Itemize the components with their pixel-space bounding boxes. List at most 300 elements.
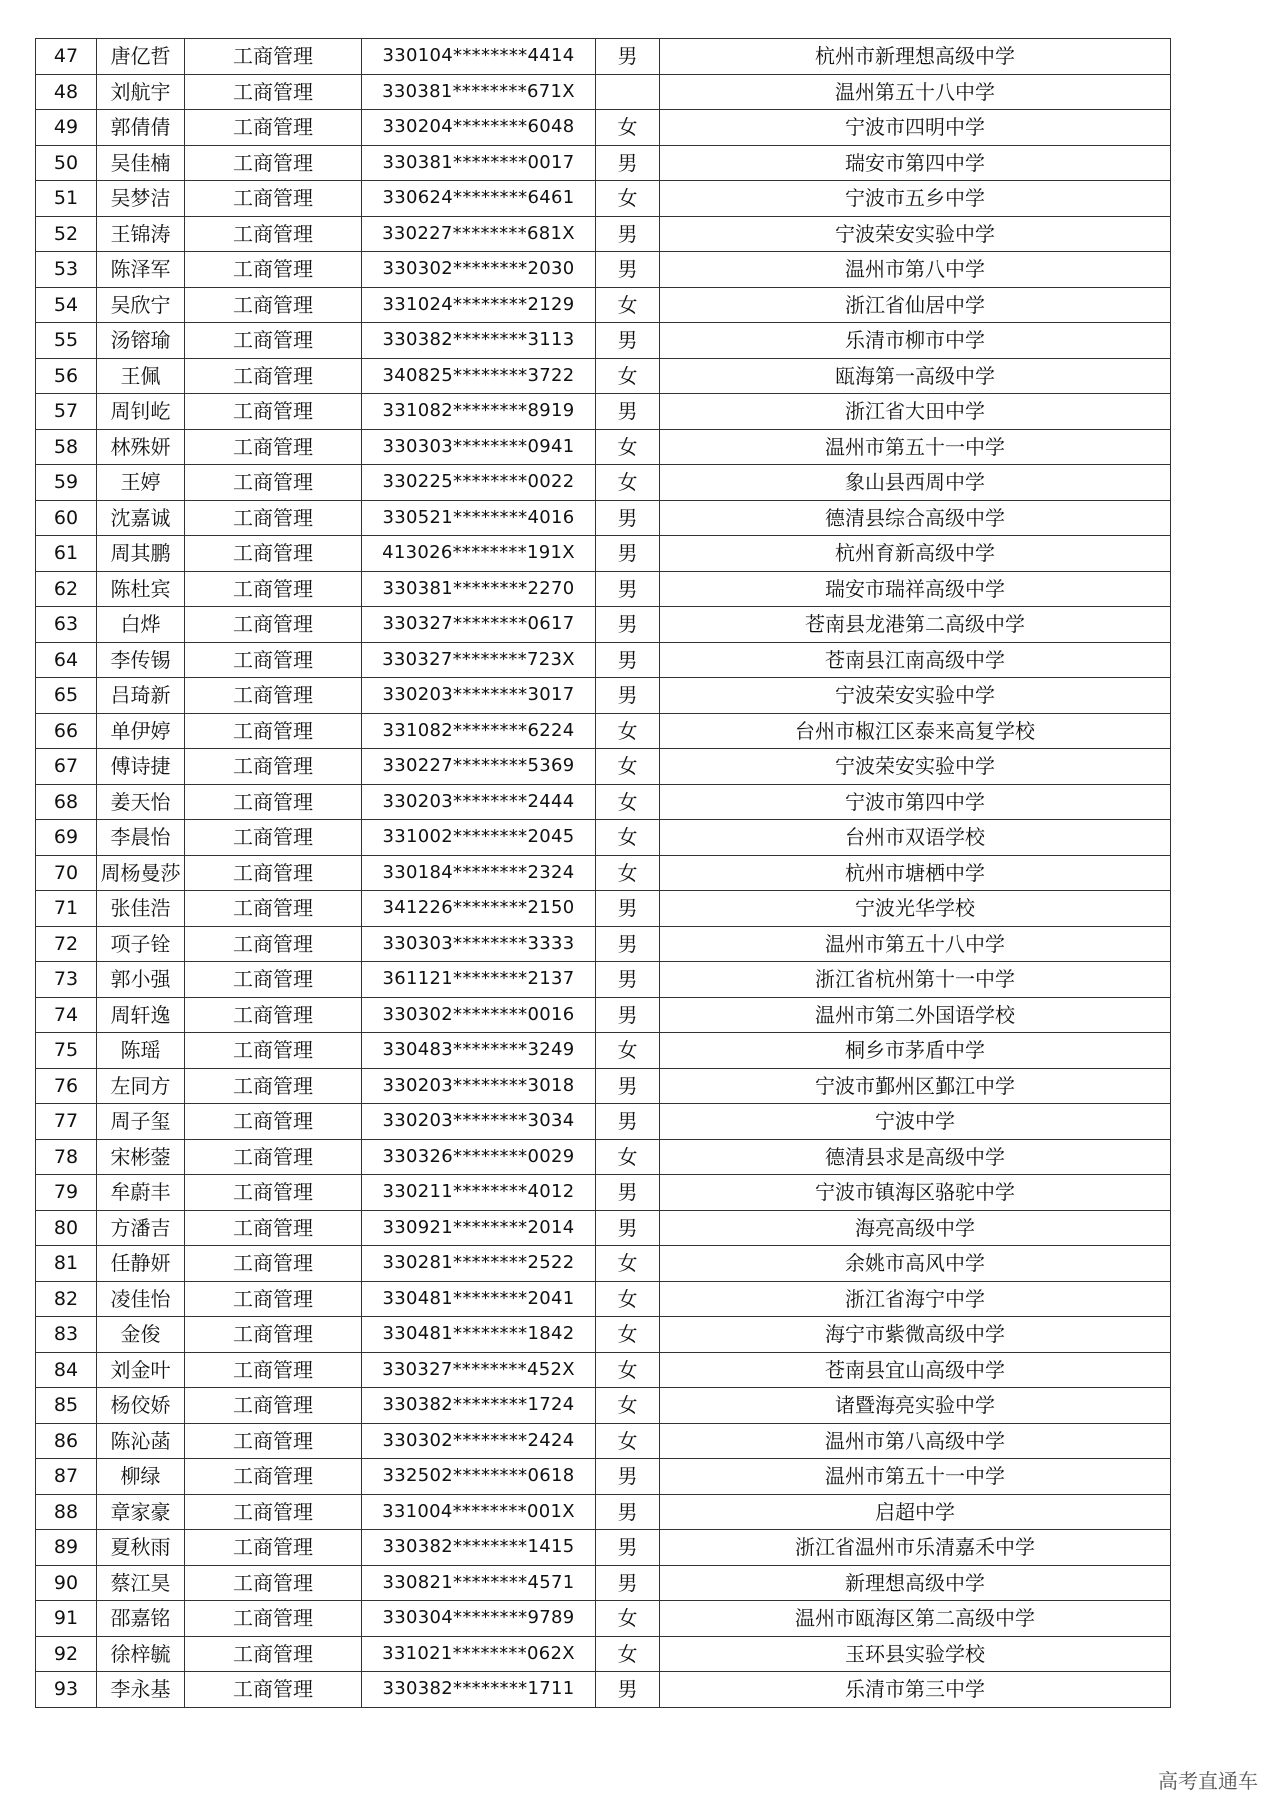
table-row <box>36 1530 1171 1566</box>
cell-index: 75 <box>36 1033 97 1069</box>
cell-school: 瓯海第一高级中学 <box>660 358 1171 394</box>
cell-school: 杭州育新高级中学 <box>660 536 1171 572</box>
cell-id-number: 331004********001X <box>362 1494 596 1530</box>
cell-index: 82 <box>36 1281 97 1317</box>
cell-index: 80 <box>36 1210 97 1246</box>
cell-gender: 男 <box>596 607 660 643</box>
cell-name: 姜天怡 <box>97 784 185 820</box>
cell-school: 台州市双语学校 <box>660 820 1171 856</box>
cell-major: 工商管理 <box>185 252 362 288</box>
cell-gender: 女 <box>596 429 660 465</box>
table-row <box>36 358 1171 394</box>
cell-index: 48 <box>36 74 97 110</box>
cell-school: 温州市第五十一中学 <box>660 1459 1171 1495</box>
cell-id-number: 330382********1415 <box>362 1530 596 1566</box>
cell-name: 金俊 <box>97 1317 185 1353</box>
cell-index: 61 <box>36 536 97 572</box>
cell-major: 工商管理 <box>185 642 362 678</box>
cell-school: 浙江省大田中学 <box>660 394 1171 430</box>
cell-gender: 女 <box>596 855 660 891</box>
cell-major: 工商管理 <box>185 216 362 252</box>
cell-index: 67 <box>36 749 97 785</box>
cell-index: 57 <box>36 394 97 430</box>
cell-major: 工商管理 <box>185 855 362 891</box>
cell-id-number: 331024********2129 <box>362 287 596 323</box>
cell-name: 杨佼娇 <box>97 1388 185 1424</box>
cell-index: 62 <box>36 571 97 607</box>
cell-name: 李晨怡 <box>97 820 185 856</box>
cell-id-number: 330302********0016 <box>362 997 596 1033</box>
cell-major: 工商管理 <box>185 145 362 181</box>
cell-school: 浙江省温州市乐清嘉禾中学 <box>660 1530 1171 1566</box>
cell-school: 桐乡市茅盾中学 <box>660 1033 1171 1069</box>
cell-school: 海宁市紫微高级中学 <box>660 1317 1171 1353</box>
cell-major: 工商管理 <box>185 1601 362 1637</box>
table-row <box>36 784 1171 820</box>
table-row <box>36 997 1171 1033</box>
cell-school: 宁波市第四中学 <box>660 784 1171 820</box>
cell-id-number: 330481********1842 <box>362 1317 596 1353</box>
cell-name: 宋彬蓥 <box>97 1139 185 1175</box>
cell-major: 工商管理 <box>185 1352 362 1388</box>
cell-index: 68 <box>36 784 97 820</box>
cell-name: 吴梦洁 <box>97 181 185 217</box>
cell-index: 65 <box>36 678 97 714</box>
cell-index: 83 <box>36 1317 97 1353</box>
cell-id-number: 330381********2270 <box>362 571 596 607</box>
cell-school: 温州市第五十八中学 <box>660 926 1171 962</box>
cell-school: 宁波市镇海区骆驼中学 <box>660 1175 1171 1211</box>
cell-id-number: 340825********3722 <box>362 358 596 394</box>
cell-index: 91 <box>36 1601 97 1637</box>
table-row <box>36 1210 1171 1246</box>
cell-gender: 女 <box>596 1139 660 1175</box>
cell-index: 85 <box>36 1388 97 1424</box>
cell-gender: 男 <box>596 1530 660 1566</box>
cell-index: 53 <box>36 252 97 288</box>
table-row <box>36 1459 1171 1495</box>
cell-id-number: 330521********4016 <box>362 500 596 536</box>
cell-gender: 男 <box>596 1459 660 1495</box>
cell-index: 90 <box>36 1565 97 1601</box>
cell-gender: 女 <box>596 749 660 785</box>
cell-id-number: 330225********0022 <box>362 465 596 501</box>
cell-index: 70 <box>36 855 97 891</box>
cell-name: 吴佳楠 <box>97 145 185 181</box>
cell-gender: 女 <box>596 1423 660 1459</box>
cell-id-number: 330381********0017 <box>362 145 596 181</box>
table-row <box>36 1104 1171 1140</box>
cell-school: 玉环县实验学校 <box>660 1636 1171 1672</box>
cell-index: 71 <box>36 891 97 927</box>
cell-school: 温州市第八中学 <box>660 252 1171 288</box>
table-row <box>36 1033 1171 1069</box>
cell-name: 章家豪 <box>97 1494 185 1530</box>
cell-id-number: 330203********3018 <box>362 1068 596 1104</box>
cell-school: 诸暨海亮实验中学 <box>660 1388 1171 1424</box>
cell-name: 左同方 <box>97 1068 185 1104</box>
cell-gender: 男 <box>596 394 660 430</box>
cell-school: 温州市第八高级中学 <box>660 1423 1171 1459</box>
cell-index: 72 <box>36 926 97 962</box>
cell-school: 温州第五十八中学 <box>660 74 1171 110</box>
cell-gender: 男 <box>596 926 660 962</box>
cell-id-number: 330382********3113 <box>362 323 596 359</box>
cell-index: 66 <box>36 713 97 749</box>
cell-name: 吕琦新 <box>97 678 185 714</box>
cell-id-number: 331082********6224 <box>362 713 596 749</box>
cell-gender: 女 <box>596 287 660 323</box>
cell-major: 工商管理 <box>185 926 362 962</box>
cell-name: 白烨 <box>97 607 185 643</box>
cell-school: 浙江省杭州第十一中学 <box>660 962 1171 998</box>
table-row <box>36 962 1171 998</box>
cell-name: 王婷 <box>97 465 185 501</box>
cell-gender: 男 <box>596 216 660 252</box>
table-row <box>36 252 1171 288</box>
cell-name: 周轩逸 <box>97 997 185 1033</box>
cell-name: 蔡江昊 <box>97 1565 185 1601</box>
cell-index: 54 <box>36 287 97 323</box>
cell-id-number: 330203********2444 <box>362 784 596 820</box>
cell-gender: 女 <box>596 784 660 820</box>
cell-name: 陈瑶 <box>97 1033 185 1069</box>
cell-major: 工商管理 <box>185 323 362 359</box>
cell-gender: 男 <box>596 1672 660 1708</box>
cell-id-number: 330483********3249 <box>362 1033 596 1069</box>
cell-id-number: 330227********681X <box>362 216 596 252</box>
table-row <box>36 1317 1171 1353</box>
cell-name: 郭小强 <box>97 962 185 998</box>
cell-school: 新理想高级中学 <box>660 1565 1171 1601</box>
cell-name: 凌佳怡 <box>97 1281 185 1317</box>
cell-index: 93 <box>36 1672 97 1708</box>
cell-major: 工商管理 <box>185 784 362 820</box>
cell-school: 乐清市柳市中学 <box>660 323 1171 359</box>
cell-name: 刘金叶 <box>97 1352 185 1388</box>
table-row <box>36 1139 1171 1175</box>
cell-id-number: 330303********3333 <box>362 926 596 962</box>
table-row <box>36 678 1171 714</box>
cell-major: 工商管理 <box>185 110 362 146</box>
cell-name: 刘航宇 <box>97 74 185 110</box>
cell-index: 52 <box>36 216 97 252</box>
cell-gender: 男 <box>596 1104 660 1140</box>
cell-index: 49 <box>36 110 97 146</box>
cell-index: 63 <box>36 607 97 643</box>
table-row <box>36 1423 1171 1459</box>
cell-name: 林殊妍 <box>97 429 185 465</box>
table-row <box>36 1601 1171 1637</box>
cell-index: 81 <box>36 1246 97 1282</box>
cell-name: 任静妍 <box>97 1246 185 1282</box>
cell-name: 吴欣宁 <box>97 287 185 323</box>
table-row <box>36 110 1171 146</box>
cell-index: 86 <box>36 1423 97 1459</box>
cell-name: 柳绿 <box>97 1459 185 1495</box>
cell-id-number: 331002********2045 <box>362 820 596 856</box>
cell-major: 工商管理 <box>185 39 362 75</box>
cell-major: 工商管理 <box>185 1388 362 1424</box>
cell-school: 宁波中学 <box>660 1104 1171 1140</box>
cell-school: 德清县求是高级中学 <box>660 1139 1171 1175</box>
watermark-text: 高考直通车 <box>1158 1769 1258 1793</box>
cell-school: 宁波荣安实验中学 <box>660 678 1171 714</box>
cell-id-number: 330211********4012 <box>362 1175 596 1211</box>
cell-major: 工商管理 <box>185 1459 362 1495</box>
cell-name: 王锦涛 <box>97 216 185 252</box>
table-row <box>36 429 1171 465</box>
cell-school: 苍南县江南高级中学 <box>660 642 1171 678</box>
cell-name: 汤镕瑜 <box>97 323 185 359</box>
cell-major: 工商管理 <box>185 1565 362 1601</box>
cell-gender: 男 <box>596 1565 660 1601</box>
table-row <box>36 1246 1171 1282</box>
cell-major: 工商管理 <box>185 713 362 749</box>
table-row <box>36 216 1171 252</box>
cell-gender: 女 <box>596 465 660 501</box>
cell-index: 58 <box>36 429 97 465</box>
cell-name: 王佩 <box>97 358 185 394</box>
cell-major: 工商管理 <box>185 74 362 110</box>
cell-gender: 男 <box>596 39 660 75</box>
cell-gender: 男 <box>596 1210 660 1246</box>
cell-school: 杭州市新理想高级中学 <box>660 39 1171 75</box>
cell-name: 邵嘉铭 <box>97 1601 185 1637</box>
cell-major: 工商管理 <box>185 536 362 572</box>
cell-school: 宁波荣安实验中学 <box>660 749 1171 785</box>
cell-index: 69 <box>36 820 97 856</box>
table-row <box>36 1672 1171 1708</box>
cell-name: 唐亿哲 <box>97 39 185 75</box>
cell-index: 47 <box>36 39 97 75</box>
cell-id-number: 413026********191X <box>362 536 596 572</box>
table-row <box>36 74 1171 110</box>
cell-gender: 男 <box>596 997 660 1033</box>
cell-id-number: 330327********723X <box>362 642 596 678</box>
cell-school: 象山县西周中学 <box>660 465 1171 501</box>
cell-major: 工商管理 <box>185 571 362 607</box>
cell-gender: 男 <box>596 1175 660 1211</box>
table-row <box>36 1388 1171 1424</box>
cell-major: 工商管理 <box>185 1104 362 1140</box>
cell-id-number: 330304********9789 <box>362 1601 596 1637</box>
cell-school: 浙江省海宁中学 <box>660 1281 1171 1317</box>
table-body <box>36 39 1171 1708</box>
cell-name: 陈泽军 <box>97 252 185 288</box>
table-row <box>36 1494 1171 1530</box>
cell-name: 陈杜宾 <box>97 571 185 607</box>
cell-index: 59 <box>36 465 97 501</box>
cell-id-number: 331082********8919 <box>362 394 596 430</box>
cell-name: 单伊婷 <box>97 713 185 749</box>
cell-index: 55 <box>36 323 97 359</box>
cell-major: 工商管理 <box>185 1139 362 1175</box>
cell-gender: 男 <box>596 891 660 927</box>
cell-gender <box>596 74 660 110</box>
cell-index: 50 <box>36 145 97 181</box>
cell-name: 沈嘉诚 <box>97 500 185 536</box>
table-row <box>36 1281 1171 1317</box>
cell-major: 工商管理 <box>185 1494 362 1530</box>
cell-gender: 男 <box>596 252 660 288</box>
table-row <box>36 287 1171 323</box>
cell-major: 工商管理 <box>185 997 362 1033</box>
cell-gender: 男 <box>596 678 660 714</box>
cell-school: 海亮高级中学 <box>660 1210 1171 1246</box>
cell-school: 浙江省仙居中学 <box>660 287 1171 323</box>
cell-school: 温州市第五十一中学 <box>660 429 1171 465</box>
cell-major: 工商管理 <box>185 1636 362 1672</box>
cell-name: 周钊屹 <box>97 394 185 430</box>
cell-id-number: 330203********3017 <box>362 678 596 714</box>
cell-index: 88 <box>36 1494 97 1530</box>
cell-name: 周子玺 <box>97 1104 185 1140</box>
cell-id-number: 330481********2041 <box>362 1281 596 1317</box>
cell-name: 郭倩倩 <box>97 110 185 146</box>
cell-major: 工商管理 <box>185 1246 362 1282</box>
cell-index: 60 <box>36 500 97 536</box>
table-row <box>36 39 1171 75</box>
cell-index: 51 <box>36 181 97 217</box>
cell-school: 苍南县龙港第二高级中学 <box>660 607 1171 643</box>
cell-gender: 男 <box>596 323 660 359</box>
cell-school: 德清县综合高级中学 <box>660 500 1171 536</box>
cell-gender: 男 <box>596 642 660 678</box>
cell-gender: 女 <box>596 1388 660 1424</box>
cell-major: 工商管理 <box>185 1281 362 1317</box>
table-row <box>36 642 1171 678</box>
cell-name: 方潘吉 <box>97 1210 185 1246</box>
table-row <box>36 1352 1171 1388</box>
cell-name: 傅诗捷 <box>97 749 185 785</box>
cell-school: 宁波市鄞州区鄞江中学 <box>660 1068 1171 1104</box>
cell-gender: 女 <box>596 358 660 394</box>
cell-id-number: 330203********3034 <box>362 1104 596 1140</box>
cell-gender: 女 <box>596 1352 660 1388</box>
cell-gender: 女 <box>596 820 660 856</box>
cell-index: 87 <box>36 1459 97 1495</box>
cell-id-number: 330382********1711 <box>362 1672 596 1708</box>
cell-major: 工商管理 <box>185 678 362 714</box>
cell-id-number: 330921********2014 <box>362 1210 596 1246</box>
cell-name: 项子铨 <box>97 926 185 962</box>
table-row <box>36 1068 1171 1104</box>
cell-major: 工商管理 <box>185 1423 362 1459</box>
cell-school: 余姚市高风中学 <box>660 1246 1171 1282</box>
cell-school: 宁波市四明中学 <box>660 110 1171 146</box>
table-row <box>36 536 1171 572</box>
cell-school: 杭州市塘栖中学 <box>660 855 1171 891</box>
cell-school: 宁波光华学校 <box>660 891 1171 927</box>
cell-major: 工商管理 <box>185 1033 362 1069</box>
table-row <box>36 891 1171 927</box>
cell-major: 工商管理 <box>185 429 362 465</box>
table-row <box>36 926 1171 962</box>
cell-id-number: 331021********062X <box>362 1636 596 1672</box>
cell-gender: 男 <box>596 1068 660 1104</box>
cell-id-number: 330821********4571 <box>362 1565 596 1601</box>
cell-index: 73 <box>36 962 97 998</box>
cell-gender: 女 <box>596 181 660 217</box>
cell-id-number: 330281********2522 <box>362 1246 596 1282</box>
cell-school: 乐清市第三中学 <box>660 1672 1171 1708</box>
cell-major: 工商管理 <box>185 394 362 430</box>
cell-index: 92 <box>36 1636 97 1672</box>
cell-gender: 女 <box>596 1281 660 1317</box>
cell-id-number: 332502********0618 <box>362 1459 596 1495</box>
cell-id-number: 330381********671X <box>362 74 596 110</box>
cell-major: 工商管理 <box>185 1210 362 1246</box>
table-row <box>36 500 1171 536</box>
cell-index: 77 <box>36 1104 97 1140</box>
table-row <box>36 571 1171 607</box>
table-row <box>36 394 1171 430</box>
cell-gender: 男 <box>596 571 660 607</box>
table-row <box>36 1636 1171 1672</box>
cell-gender: 女 <box>596 1601 660 1637</box>
cell-gender: 女 <box>596 1033 660 1069</box>
cell-id-number: 330184********2324 <box>362 855 596 891</box>
table-row <box>36 323 1171 359</box>
table-row <box>36 1565 1171 1601</box>
cell-major: 工商管理 <box>185 358 362 394</box>
table-row <box>36 749 1171 785</box>
cell-id-number: 361121********2137 <box>362 962 596 998</box>
cell-index: 79 <box>36 1175 97 1211</box>
cell-id-number: 330624********6461 <box>362 181 596 217</box>
cell-major: 工商管理 <box>185 1068 362 1104</box>
cell-gender: 男 <box>596 145 660 181</box>
cell-school: 温州市第二外国语学校 <box>660 997 1171 1033</box>
cell-major: 工商管理 <box>185 749 362 785</box>
table-row <box>36 607 1171 643</box>
cell-id-number: 341226********2150 <box>362 891 596 927</box>
cell-major: 工商管理 <box>185 1175 362 1211</box>
cell-index: 74 <box>36 997 97 1033</box>
cell-name: 周杨曼莎 <box>97 855 185 891</box>
cell-name: 张佳浩 <box>97 891 185 927</box>
table-row <box>36 465 1171 501</box>
table-row <box>36 713 1171 749</box>
table-row <box>36 145 1171 181</box>
cell-school: 宁波市五乡中学 <box>660 181 1171 217</box>
cell-name: 徐梓毓 <box>97 1636 185 1672</box>
cell-major: 工商管理 <box>185 1317 362 1353</box>
cell-id-number: 330302********2030 <box>362 252 596 288</box>
cell-school: 瑞安市第四中学 <box>660 145 1171 181</box>
table-row <box>36 855 1171 891</box>
cell-id-number: 330382********1724 <box>362 1388 596 1424</box>
cell-major: 工商管理 <box>185 891 362 927</box>
cell-gender: 女 <box>596 1636 660 1672</box>
cell-gender: 男 <box>596 500 660 536</box>
cell-index: 64 <box>36 642 97 678</box>
cell-name: 陈沁菡 <box>97 1423 185 1459</box>
cell-gender: 女 <box>596 1317 660 1353</box>
cell-school: 台州市椒江区泰来高复学校 <box>660 713 1171 749</box>
student-list-table <box>35 38 1171 1708</box>
cell-school: 宁波荣安实验中学 <box>660 216 1171 252</box>
cell-school: 瑞安市瑞祥高级中学 <box>660 571 1171 607</box>
table-row <box>36 820 1171 856</box>
cell-index: 76 <box>36 1068 97 1104</box>
cell-major: 工商管理 <box>185 500 362 536</box>
cell-id-number: 330227********5369 <box>362 749 596 785</box>
cell-gender: 男 <box>596 1494 660 1530</box>
cell-school: 启超中学 <box>660 1494 1171 1530</box>
cell-name: 周其鹏 <box>97 536 185 572</box>
